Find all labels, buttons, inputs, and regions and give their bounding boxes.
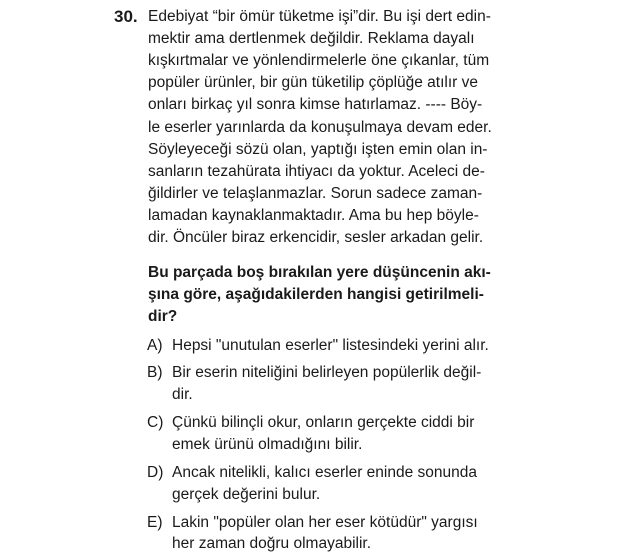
question-prompt-line: dir? xyxy=(148,308,178,325)
paragraph-line: sanların tezahürata ihtiyacı da yoktur. Aceleci de- xyxy=(148,163,485,180)
option-letter: C) xyxy=(147,414,164,431)
option-text: Çünkü bilinçli okur, onların gerçekte ciddi bir xyxy=(172,414,475,431)
paragraph-line: ğildirler ve telaşlanmazlar. Sorun sadece zaman- xyxy=(148,185,483,202)
paragraph-line: popüler ürünler, bir gün tüketilip çöplüğe atılır ve xyxy=(148,74,479,91)
option-letter: B) xyxy=(147,364,163,381)
paragraph-line: onları birkaç yıl sonra kimse hatırlamaz. ---- Böy- xyxy=(148,96,483,113)
option-text: Ancak nitelikli, kalıcı eserler eninde sonunda xyxy=(172,464,478,481)
paragraph-line: le eserler yarınlarda da konuşulmaya devam eder. xyxy=(148,119,492,136)
option-text: Hepsi "unutulan eserler" listesindeki yerini alır. xyxy=(172,337,489,354)
option-letter: D) xyxy=(147,464,164,481)
option-text: dir. xyxy=(172,386,193,403)
option-letter: E) xyxy=(147,514,163,531)
option-text: her zaman doğru olmayabilir. xyxy=(172,535,372,552)
paragraph-line: kışkırtmalar ve yönlendirmelerle öne çıkanlar, tüm xyxy=(148,52,490,69)
question-prompt-line: Bu parçada boş bırakılan yere düşüncenin akı- xyxy=(148,264,491,281)
question-number: 30. xyxy=(114,7,138,26)
option-text: emek ürünü olmadığını bilir. xyxy=(172,436,363,453)
paragraph-line: lamadan kaynaklanmaktadır. Ama bu hep böyle- xyxy=(148,207,479,224)
option-letter: A) xyxy=(147,337,163,354)
option-text: gerçek değerini bulur. xyxy=(172,486,321,503)
option-text: Lakin "popüler olan her eser kötüdür" yargısı xyxy=(172,514,478,531)
paragraph-line: Edebiyat “bir ömür tüketme işi”dir. Bu işi dert edin- xyxy=(148,8,491,25)
paragraph-line: dir. Öncüler biraz erkencidir, sesler arkadan gelir. xyxy=(148,229,484,246)
paragraph-line: mektir ama dertlenmek değildir. Reklama dayalı xyxy=(148,30,475,47)
paragraph-line: Söyleyeceği sözü olan, yaptığı işten emin olan in- xyxy=(148,141,488,158)
option-text: Bir eserin niteliğini belirleyen popülerlik değil- xyxy=(172,364,482,381)
question-prompt-line: şına göre, aşağıdakilerden hangisi getirilmeli- xyxy=(148,286,484,303)
